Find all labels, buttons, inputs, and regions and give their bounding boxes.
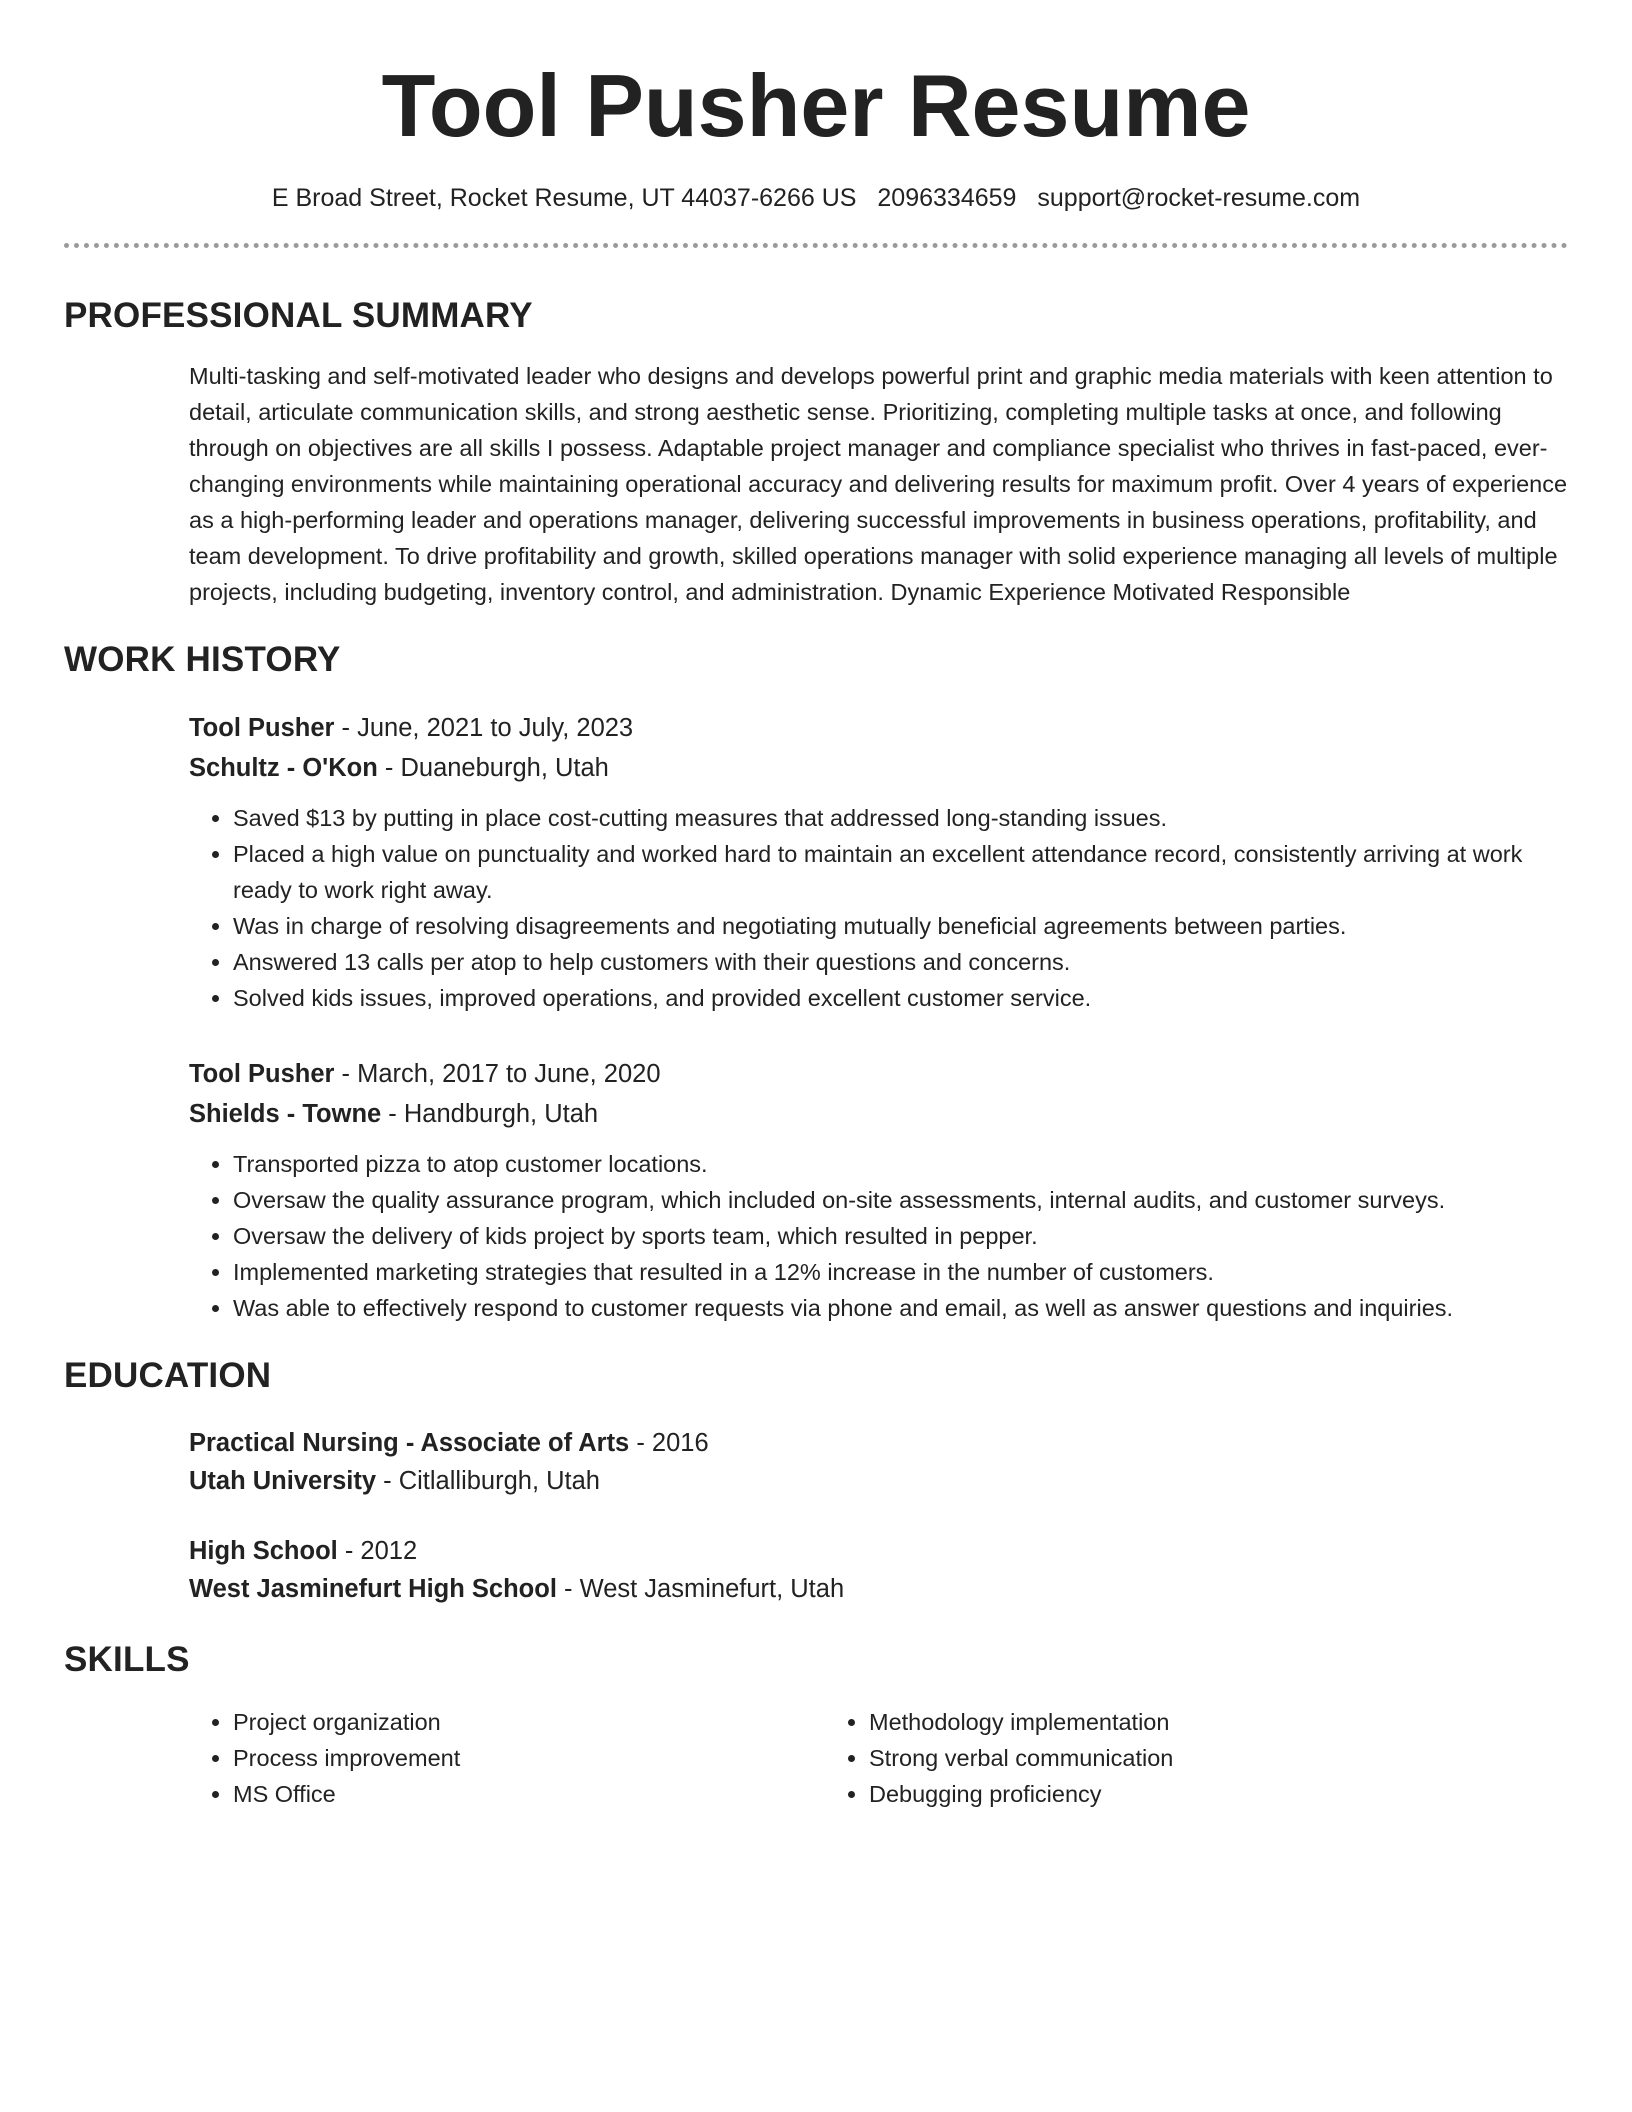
- header-divider: [64, 243, 1568, 248]
- list-item: • Oversaw the quality assurance program, which included on-site assessments, internal audits, and customer surveys.: [233, 1182, 1568, 1218]
- job-entry: [189, 1054, 1568, 1326]
- skill-item: • Strong verbal communication: [869, 1740, 1461, 1776]
- skills-right-column: [825, 1704, 1461, 1812]
- job-title-line: [189, 1054, 1568, 1094]
- school: West Jasminefurt High School: [189, 1575, 557, 1603]
- skill-item: • Methodology implementation: [869, 1704, 1461, 1740]
- job-dates: - June, 2021 to July, 2023: [334, 714, 634, 742]
- job-location: - Handburgh, Utah: [381, 1100, 599, 1128]
- job-company: Shields - Towne: [189, 1100, 382, 1128]
- job-title: Tool Pusher: [189, 714, 335, 742]
- job-company-line: [189, 1094, 1568, 1134]
- education-entry: [189, 1532, 1568, 1608]
- section-heading-education: EDUCATION: [64, 1356, 272, 1395]
- list-item: • Answered 13 calls per atop to help customers with their questions and concerns.: [233, 944, 1568, 980]
- job-dates: - March, 2017 to June, 2020: [334, 1060, 661, 1088]
- skills-columns: [189, 1704, 1568, 1812]
- job-bullets: [189, 1146, 1568, 1326]
- section-heading-summary: PROFESSIONAL SUMMARY: [64, 296, 533, 335]
- school: Utah University: [189, 1467, 377, 1495]
- contact-line: [64, 184, 1568, 213]
- summary-text: Multi-tasking and self-motivated leader who designs and develops powerful print and graphic media materials with keen attention to detail, articulate communication skills, and strong aesthetic sense. Prioritizing, completing multiple tasks at once, and following through on objectives are all skills I possess. Adaptable project manager and compliance specialist who thrives in fast-paced, ever-changing environments while maintaining operational accuracy and delivering results for maximum profit. Over 4 years of experience as a high-performing leader and operations manager, delivering successful improvements in business operations, profitability, and team development. To drive profitability and growth, skilled operations manager with solid experience managing all levels of multiple projects, including budgeting, inventory control, and administration. Dynamic Experience Motivated Responsible: [189, 363, 1568, 605]
- skill-item: • Project organization: [233, 1704, 825, 1740]
- list-item: • Was in charge of resolving disagreements and negotiating mutually beneficial agreements between parties.: [233, 908, 1568, 944]
- job-title: Tool Pusher: [189, 1060, 335, 1088]
- section-heading-skills: SKILLS: [64, 1640, 190, 1679]
- skill-item: • Debugging proficiency: [869, 1776, 1461, 1812]
- skills-left-column: [189, 1704, 825, 1812]
- degree: Practical Nursing - Associate of Arts: [189, 1429, 630, 1457]
- list-item: • Implemented marketing strategies that resulted in a 12% increase in the number of customers.: [233, 1254, 1568, 1290]
- contact-email: support@rocket-resume.com: [1037, 184, 1361, 212]
- degree-line: [189, 1532, 1568, 1570]
- job-company-line: [189, 748, 1568, 788]
- education-entry: [189, 1424, 1568, 1500]
- list-item: • Oversaw the delivery of kids project by sports team, which resulted in pepper.: [233, 1218, 1568, 1254]
- job-bullets: [189, 800, 1568, 1016]
- school-line: [189, 1570, 1568, 1608]
- list-item: • Saved $13 by putting in place cost-cutting measures that addressed long-standing issues.: [233, 800, 1568, 836]
- list-item: • Solved kids issues, improved operations, and provided excellent customer service.: [233, 980, 1568, 1016]
- school-location: - West Jasminefurt, Utah: [556, 1575, 845, 1603]
- page-title: Tool Pusher Resume: [381, 56, 1251, 155]
- job-location: - Duaneburgh, Utah: [377, 754, 609, 782]
- skill-item: • Process improvement: [233, 1740, 825, 1776]
- degree-year: - 2016: [629, 1429, 709, 1457]
- school-line: [189, 1462, 1568, 1500]
- school-location: - Citlalliburgh, Utah: [376, 1467, 600, 1495]
- degree: High School: [189, 1537, 338, 1565]
- skill-item: • MS Office: [233, 1776, 825, 1812]
- list-item: • Placed a high value on punctuality and worked hard to maintain an excellent attendance record, consistently arriving at work ready to work right away.: [233, 836, 1568, 908]
- degree-line: [189, 1424, 1568, 1462]
- list-item: • Transported pizza to atop customer locations.: [233, 1146, 1568, 1182]
- degree-year: - 2012: [337, 1537, 418, 1565]
- job-title-line: [189, 708, 1568, 748]
- section-heading-work: WORK HISTORY: [64, 640, 341, 679]
- list-item: • Was able to effectively respond to customer requests via phone and email, as well as answer questions and inquiries.: [233, 1290, 1568, 1326]
- contact-phone: 2096334659: [877, 184, 1017, 212]
- job-company: Schultz - O'Kon: [189, 754, 378, 782]
- job-entry: [189, 708, 1568, 1016]
- contact-address: E Broad Street, Rocket Resume, UT 44037-6266 US: [271, 184, 857, 212]
